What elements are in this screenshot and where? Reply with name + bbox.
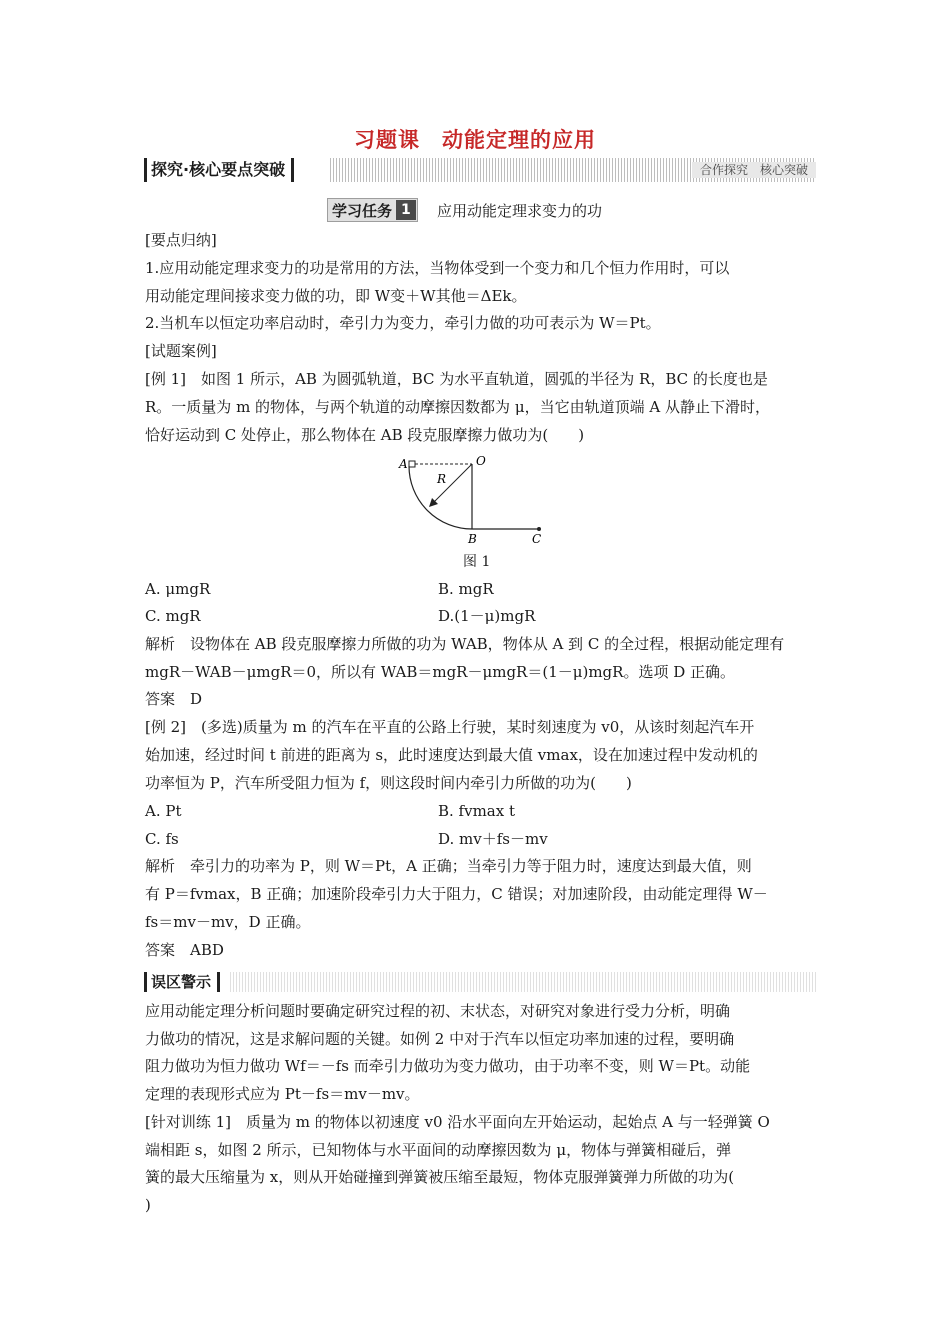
answer-line: 答案 D (145, 690, 203, 708)
text-line: [要点归纳] (145, 231, 217, 249)
text-line: 始加速，经过时间 t 前进的距离为 s，此时速度达到最大值 vmax，设在加速过程中发动机的 (145, 746, 758, 764)
figure-1-diagram (395, 452, 555, 547)
text-line: [试题案例] (145, 342, 217, 360)
option-c: C. fs (145, 830, 179, 848)
task-title: 应用动能定理求变力的功 (437, 202, 603, 220)
option-d: D. mv＋fs－mv (438, 830, 548, 848)
option-a: A. μmgR (145, 580, 211, 598)
point-c (537, 527, 541, 531)
task-number: 1 (396, 200, 416, 220)
warning-line: 应用动能定理分析问题时要确定研究过程的初、末状态，对研究对象进行受力分析，明确 (145, 1002, 731, 1020)
solution-line: 解析 设物体在 AB 段克服摩擦力所做的功为 WAB，物体从 A 到 C 的全过程，根据动能定理有 (145, 635, 785, 653)
page-title: 习题课 动能定理的应用 (354, 128, 596, 152)
training-line: ) (145, 1196, 151, 1214)
option-a: A. Pt (145, 802, 182, 820)
text-line: 功率恒为 P，汽车所受阻力恒为 f，则这段时间内牵引力所做的功为( ) (145, 774, 632, 792)
solution-line: fs＝mv－mv，D 正确。 (145, 913, 311, 931)
label-b: B (468, 532, 477, 546)
task-badge (327, 198, 418, 222)
option-b: B. mgR (438, 580, 494, 598)
solution-line: 有 P＝fvmax，B 正确；加速阶段牵引力大于阻力，C 错误；对加速阶段，由动能定理得 W－ (145, 885, 768, 903)
answer-line: 答案 ABD (145, 941, 224, 959)
text-line: 1.应用动能定理求变力的功是常用的方法，当物体受到一个变力和几个恒力作用时，可以 (145, 259, 730, 277)
warning-banner (144, 972, 816, 992)
task-label: 学习任务 (332, 201, 393, 220)
text-line: [例 2] (多选)质量为 m 的汽车在平直的公路上行驶，某时刻速度为 v0，从该时刻起汽车开 (145, 718, 755, 736)
block-a (409, 461, 415, 467)
text-line: 恰好运动到 C 处停止，那么物体在 AB 段克服摩擦力做功为( ) (145, 426, 585, 444)
banner-right-label: 合作探究 核心突破 (692, 162, 816, 178)
warning-label: 误区警示 (144, 972, 220, 992)
label-r: R (437, 472, 447, 486)
banner-left-label: 探究·核心要点突破 (144, 158, 294, 182)
solution-line: 解析 牵引力的功率为 P，则 W＝Pt，A 正确；当牵引力等于阻力时，速度达到最大值，则 (145, 857, 752, 875)
label-o: O (476, 454, 486, 468)
warning-line: 阻力做功为恒力做功 Wf＝－fs 而牵引力做功为变力做功，由于功率不变，则 W＝Pt。动能 (145, 1057, 751, 1075)
warning-line: 力做功的情况，这是求解问题的关键。如例 2 中对于汽车以恒定功率加速的过程，要明确 (145, 1030, 735, 1048)
label-a: A (399, 457, 408, 471)
text-line: 用动能定理间接求变力做的功，即 W变＋W其他＝ΔEk。 (145, 287, 527, 305)
warning-line: 定理的表现形式应为 Pt－fs＝mv－mv。 (145, 1085, 420, 1103)
training-line: 端相距 s，如图 2 所示，已知物体与水平面间的动摩擦因数为 μ，物体与弹簧相碰后，弹 (145, 1141, 732, 1159)
option-d: D.(1－μ)mgR (438, 607, 536, 625)
text-line: R。一质量为 m 的物体，与两个轨道的动摩擦因数都为 μ，当它由轨道顶端 A 从静止下滑时， (145, 398, 770, 416)
text-line: 2.当机车以恒定功率启动时，牵引力为变力，牵引力做的功可表示为 W＝Pt。 (145, 314, 661, 332)
option-c: C. mgR (145, 607, 201, 625)
figure-1-caption: 图 1 (463, 554, 491, 570)
training-line: [针对训练 1] 质量为 m 的物体以初速度 v0 沿水平面向左开始运动，起始点 A 与一轻弹簧 O (145, 1113, 770, 1131)
option-b: B. fvmax t (438, 802, 516, 820)
solution-line: mgR－WAB－μmgR＝0，所以有 WAB＝mgR－μmgR＝(1－μ)mgR。选项 D 正确。 (145, 663, 736, 681)
training-line: 簧的最大压缩量为 x，则从开始碰撞到弹簧被压缩至最短，物体克服弹簧弹力所做的功为( (145, 1168, 735, 1186)
text-line: [例 1] 如图 1 所示，AB 为圆弧轨道，BC 为水平直轨道，圆弧的半径为 R，BC 的长度也是 (145, 370, 768, 388)
label-c: C (532, 532, 542, 546)
section-banner (144, 158, 816, 182)
warning-hatch (230, 972, 816, 992)
